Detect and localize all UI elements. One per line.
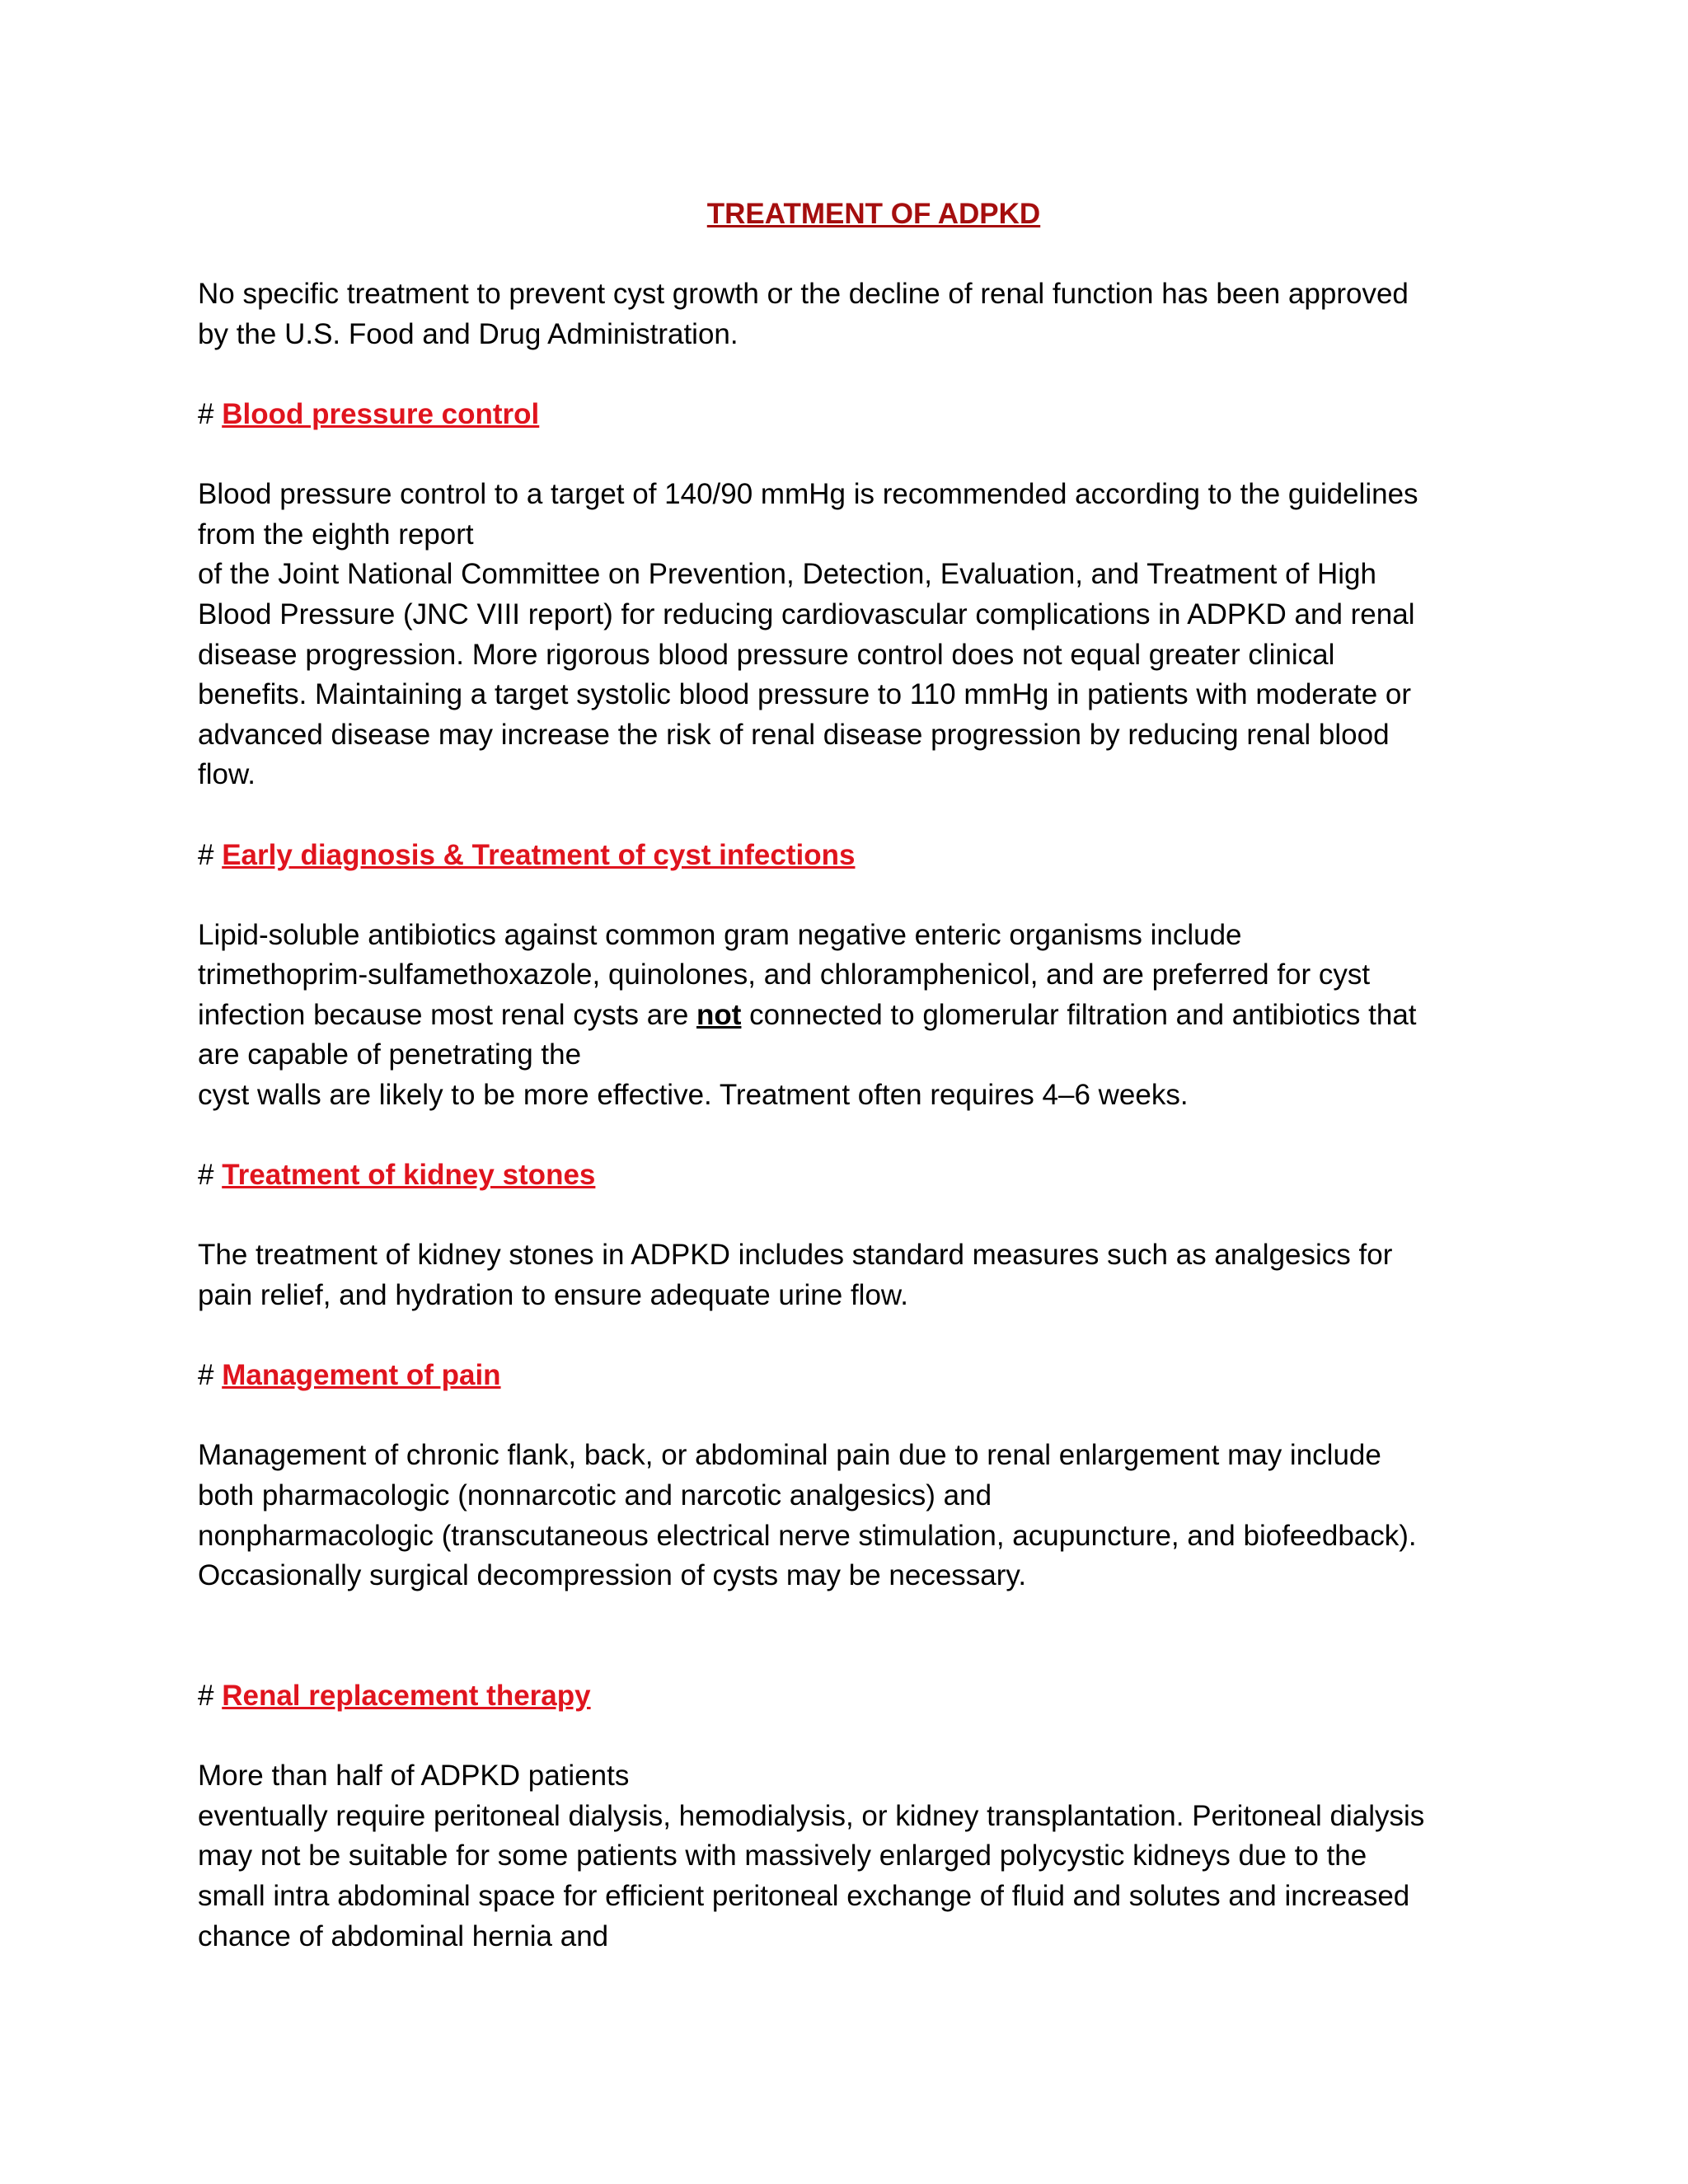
text-line: flow. xyxy=(198,758,256,791)
section-body-blood-pressure xyxy=(198,475,1517,795)
text-line: Lipid-soluble antibiotics against common gram negative enteric organisms include xyxy=(198,918,1242,951)
text-line: nonpharmacologic (transcutaneous electrical nerve stimulation, acupuncture, and biofeedback). xyxy=(198,1519,1417,1552)
text-line: Blood pressure control to a target of 140/90 mmHg is recommended according to the guidelines xyxy=(198,478,1418,511)
text-line: Occasionally surgical decompression of cysts may be necessary. xyxy=(198,1559,1027,1592)
section-heading-renal-replacement xyxy=(198,1676,1517,1717)
hash-mark: # xyxy=(198,1159,214,1192)
text-line: are capable of penetrating the xyxy=(198,1038,582,1071)
text-run: infection because most renal cysts are xyxy=(198,998,697,1031)
text-line xyxy=(198,996,1517,1036)
section-heading-kidney-stones xyxy=(198,1155,1517,1196)
text-line: may not be suitable for some patients with massively enlarged polycystic kidneys due to the xyxy=(198,1840,1367,1872)
text-line: small intra abdominal space for efficient peritoneal exchange of fluid and solutes and increased xyxy=(198,1879,1410,1912)
section-body-kidney-stones xyxy=(198,1235,1517,1315)
section-heading-pain xyxy=(198,1356,1517,1396)
heading-text: Blood pressure control xyxy=(222,397,540,430)
section-body-cyst-infections xyxy=(198,916,1517,1116)
document-title: TREATMENT OF ADPKD xyxy=(706,198,1041,230)
text-line: No specific treatment to prevent cyst growth or the decline of renal function has been approved xyxy=(198,278,1409,311)
heading-text: Renal replacement therapy xyxy=(222,1679,591,1712)
text-line: both pharmacologic (nonnarcotic and narcotic analgesics) and xyxy=(198,1479,992,1511)
hash-mark: # xyxy=(198,1679,214,1712)
text-line: Management of chronic flank, back, or abdominal pain due to renal enlargement may include xyxy=(198,1439,1381,1472)
hash-mark: # xyxy=(198,1359,214,1392)
text-line: cyst walls are likely to be more effective. Treatment often requires 4–6 weeks. xyxy=(198,1079,1189,1112)
text-line: trimethoprim-sulfamethoxazole, quinolones, and chloramphenicol, and are preferred for cyst xyxy=(198,958,1371,991)
text-line: chance of abdominal hernia and xyxy=(198,1919,609,1952)
hash-mark: # xyxy=(198,838,214,871)
heading-text: Management of pain xyxy=(222,1359,501,1392)
heading-text: Treatment of kidney stones xyxy=(222,1159,596,1192)
text-line: by the U.S. Food and Drug Administration. xyxy=(198,317,738,350)
section-body-renal-replacement xyxy=(198,1756,1517,1957)
text-line: disease progression. More rigorous blood pressure control does not equal greater clinical xyxy=(198,638,1335,671)
text-run: connected to glomerular filtration and antibiotics that xyxy=(741,998,1417,1031)
text-line: of the Joint National Committee on Prevention, Detection, Evaluation, and Treatment of High xyxy=(198,558,1376,591)
text-line: advanced disease may increase the risk of renal disease progression by reducing renal blood xyxy=(198,718,1390,751)
heading-text: Early diagnosis & Treatment of cyst infections xyxy=(222,838,856,871)
text-line: More than half of ADPKD patients xyxy=(198,1760,630,1793)
hash-mark: # xyxy=(198,397,214,430)
text-line: The treatment of kidney stones in ADPKD includes standard measures such as analgesics for xyxy=(198,1239,1393,1272)
emphasized-word: not xyxy=(696,998,742,1031)
text-line: from the eighth report xyxy=(198,518,474,551)
text-line: Blood Pressure (JNC VIII report) for reducing cardiovascular complications in ADPKD and renal xyxy=(198,598,1415,630)
section-heading-blood-pressure xyxy=(198,395,1517,435)
text-line: benefits. Maintaining a target systolic blood pressure to 110 mmHg in patients with moderate or xyxy=(198,678,1412,711)
section-heading-cyst-infections xyxy=(198,836,1517,876)
text-line: eventually require peritoneal dialysis, hemodialysis, or kidney transplantation. Peritoneal dialysis xyxy=(198,1799,1425,1832)
document-page xyxy=(198,194,1517,1957)
section-body-pain xyxy=(198,1436,1517,1596)
intro-paragraph xyxy=(198,274,1517,354)
text-line: pain relief, and hydration to ensure adequate urine flow. xyxy=(198,1279,908,1312)
